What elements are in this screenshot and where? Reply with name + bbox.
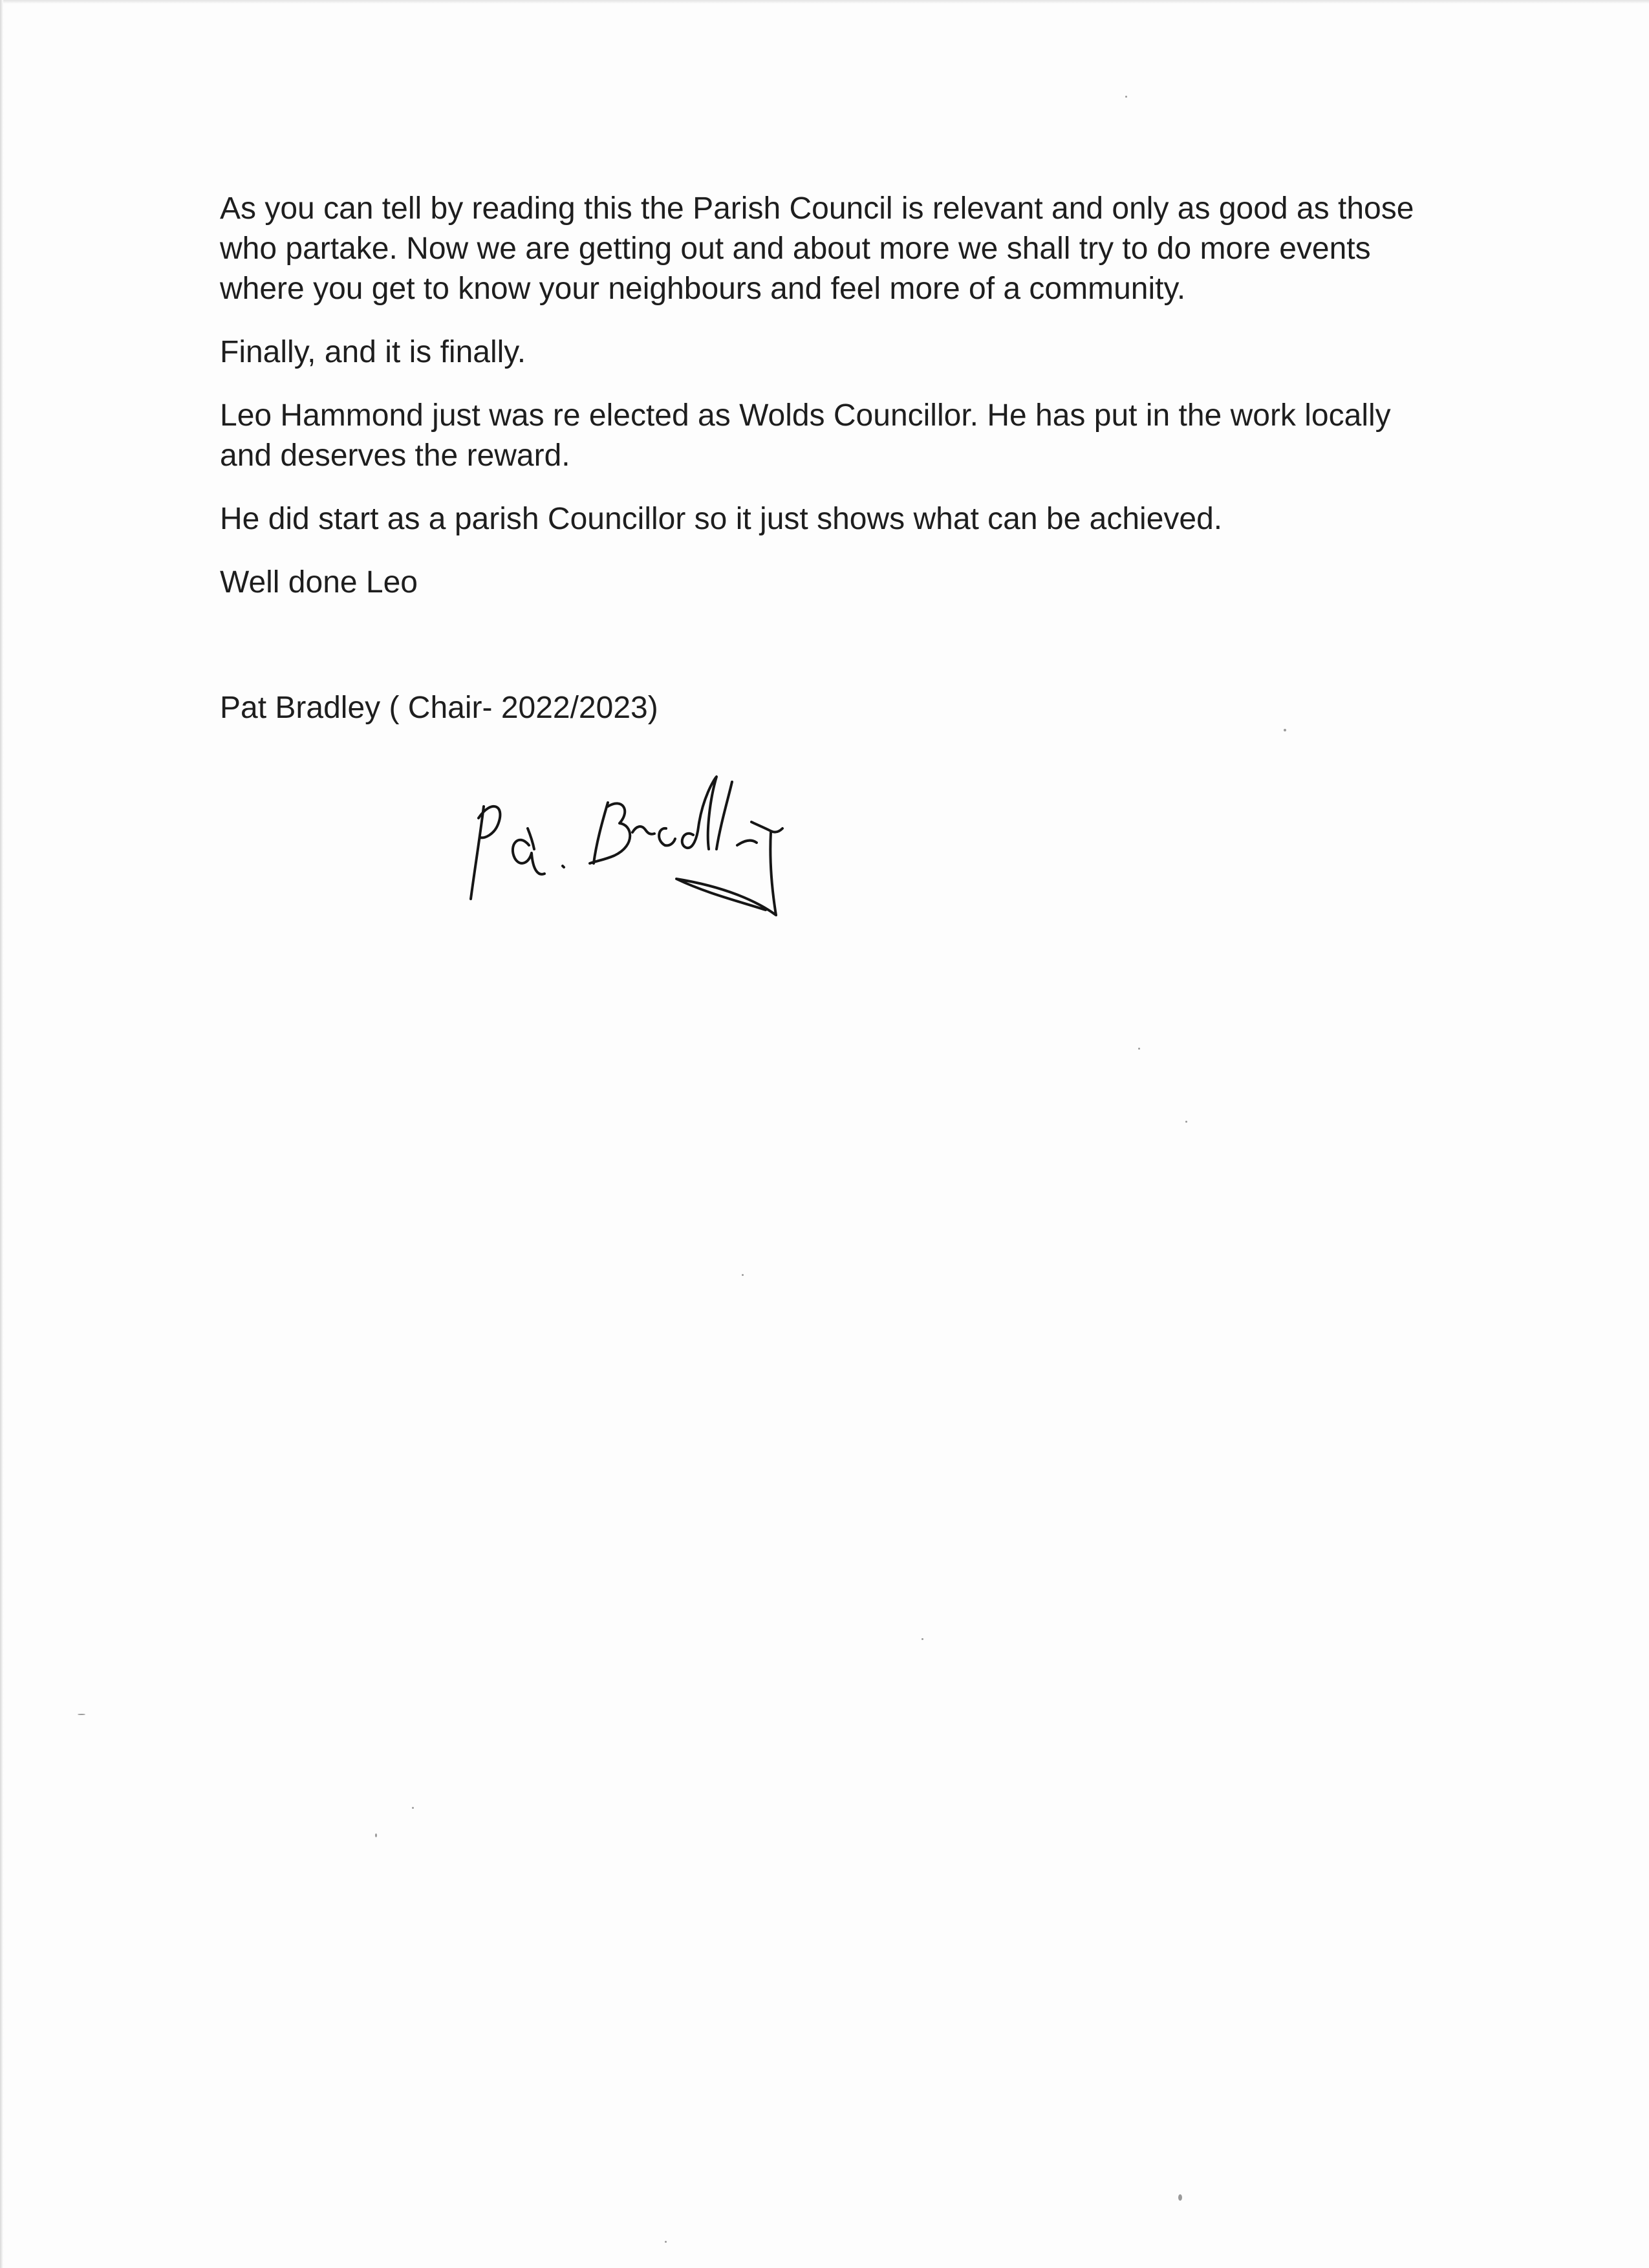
scan-edge-left <box>0 0 3 2268</box>
scan-speck <box>1138 1048 1140 1050</box>
scan-speck <box>375 1833 377 1837</box>
paragraph-finally: Finally, and it is finally. <box>220 335 526 369</box>
scan-speck <box>78 1714 85 1715</box>
scan-speck <box>1284 729 1286 731</box>
scan-speck <box>1178 2194 1182 2201</box>
paragraph-parish-councillor: He did start as a parish Councillor so it just shows what can be achieved. <box>220 502 1223 536</box>
scan-speck <box>742 1274 744 1276</box>
scan-speck <box>921 1638 923 1640</box>
scan-speck <box>665 2241 667 2243</box>
scan-speck <box>1185 1121 1187 1123</box>
scan-edge-top <box>0 0 1649 4</box>
signoff-line: Pat Bradley ( Chair- 2022/2023) <box>220 691 658 725</box>
scan-speck <box>412 1807 414 1809</box>
letter-body <box>220 189 1449 751</box>
scan-speck <box>1125 96 1127 98</box>
paragraph-community: As you can tell by reading this the Parish Council is relevant and only as good as those who partake. Now we are getting out and about more we shall try to do more events where you get to know your neighbours and feel more of a community. <box>220 191 1414 306</box>
paragraph-leo-hammond: Leo Hammond just was re elected as Wolds Councillor. He has put in the work locally and deserves the reward. <box>220 398 1391 473</box>
paragraph-well-done: Well done Leo <box>220 565 418 599</box>
handwritten-signature <box>453 773 789 941</box>
